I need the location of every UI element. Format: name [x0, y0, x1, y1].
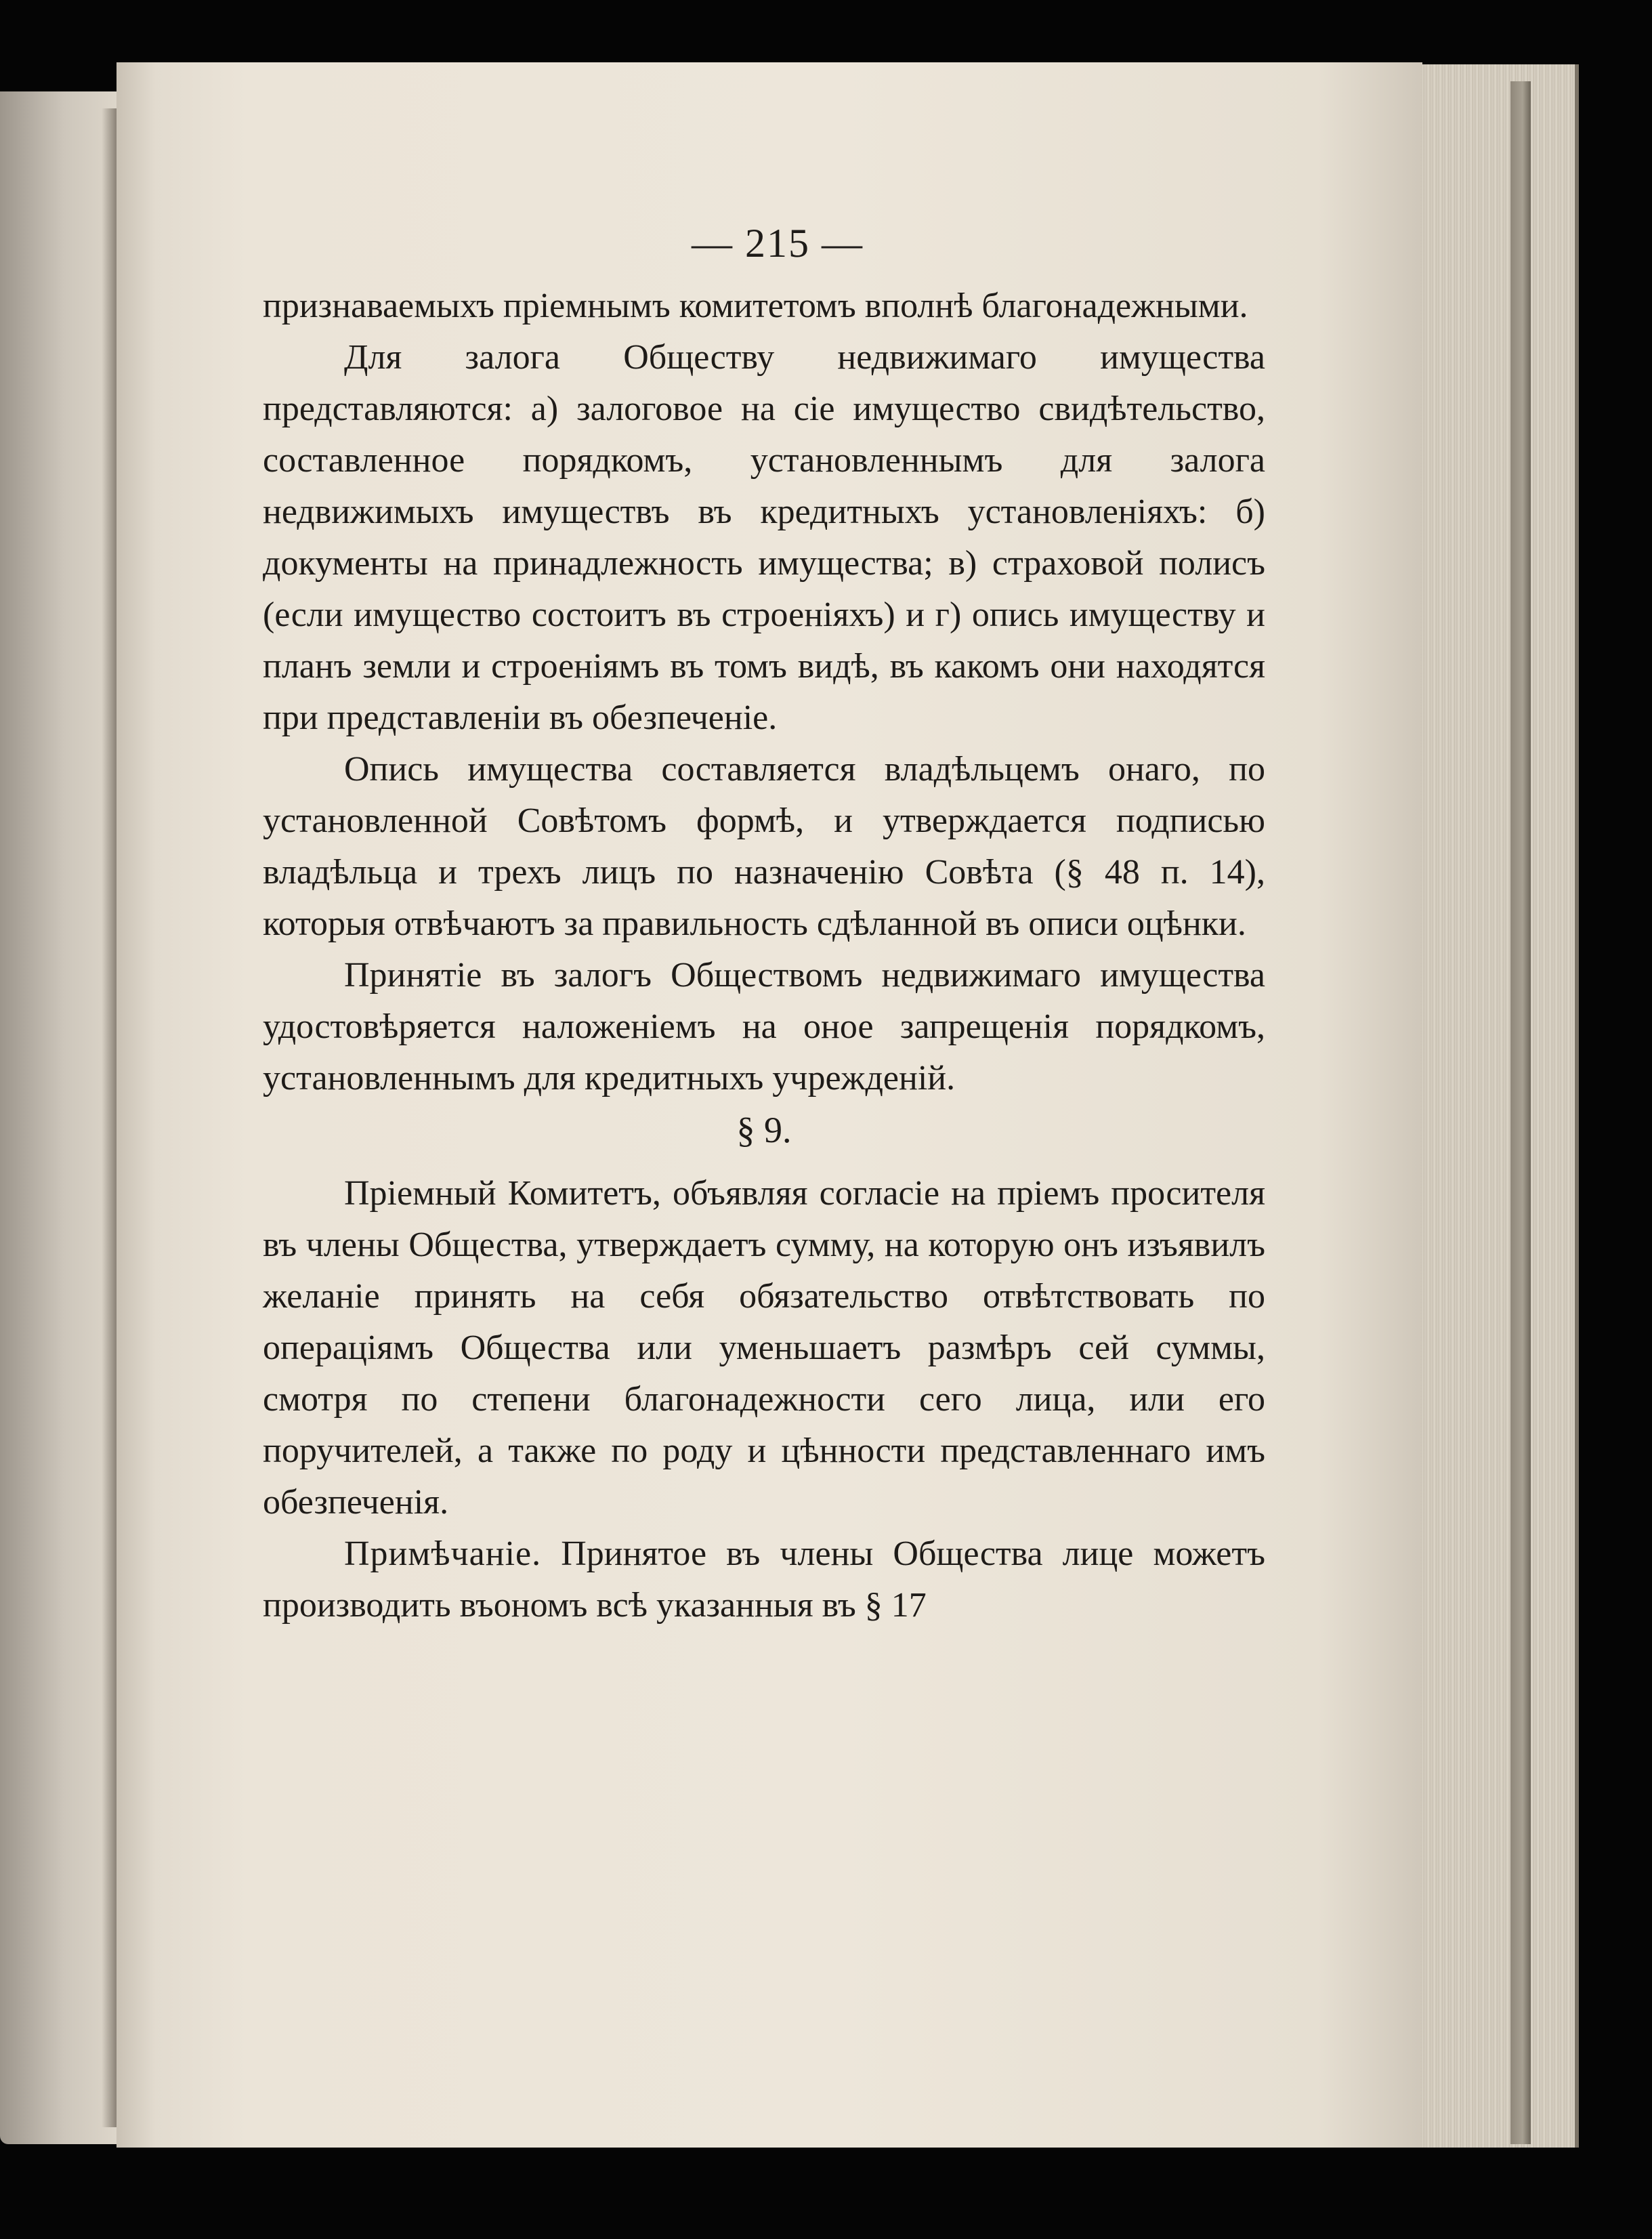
note-text: Принятое въ члены Общества лице можетъ производить въономъ всѣ указанныя въ § 17: [263, 1534, 1265, 1625]
paragraph: Принятіе въ залогъ Обществомъ недвижимаго имущества удостовѣряется наложеніемъ на оное запрещенія порядкомъ, установленнымъ для кредитныхъ учрежденій.: [263, 956, 1265, 1097]
page-number: — 215 —: [692, 221, 864, 266]
section-heading: § 9.: [736, 1110, 792, 1150]
paragraph: Пріемный Комитетъ, объявляя согласіе на пріемъ просителя въ члены Общества, утверждаетъ сумму, на которую онъ изъявилъ желаніе принять на себя обязательство отвѣтствовать по операціямъ Общества или уменьшаетъ размѣръ сей суммы, смотря по степени благонадежности сего лица, или его поручителей, а также по роду и цѣнности представленнаго имъ обезпеченія.: [263, 1174, 1265, 1522]
note-label: Примѣчаніе.: [344, 1534, 542, 1573]
paragraph: Для залога Обществу недвижимаго имущества представляются: а) залоговое на сіе имущество свидѣтельство, составленное порядкомъ, установленнымъ для залога недвижимыхъ имуществъ въ кредитныхъ установленіяхъ: б) документы на принадлежность имущества; в) страховой полисъ (если имущество состоитъ въ строеніяхъ) и г) опись имуществу и планъ земли и строеніямъ въ томъ видѣ, въ какомъ они находятся при представленіи въ обезпеченіе.: [263, 338, 1265, 737]
note-paragraph: [263, 1528, 1265, 1631]
book-cover-edge: [1510, 81, 1531, 2144]
page-stack-edges: [1412, 64, 1579, 2148]
paragraph: Опись имущества составляется владѣльцемъ онаго, по установленной Совѣтомъ формѣ, и утверждается подписью владѣльца и трехъ лицъ по назначенію Совѣта (§ 48 п. 14), которыя отвѣчаютъ за правильность сдѣланной въ описи оцѣнки.: [263, 750, 1265, 943]
page-text: [263, 220, 1265, 1631]
paragraph: признаваемыхъ пріемнымъ комитетомъ вполнѣ благонадежными.: [263, 287, 1248, 325]
left-page-edge: [0, 91, 117, 2144]
